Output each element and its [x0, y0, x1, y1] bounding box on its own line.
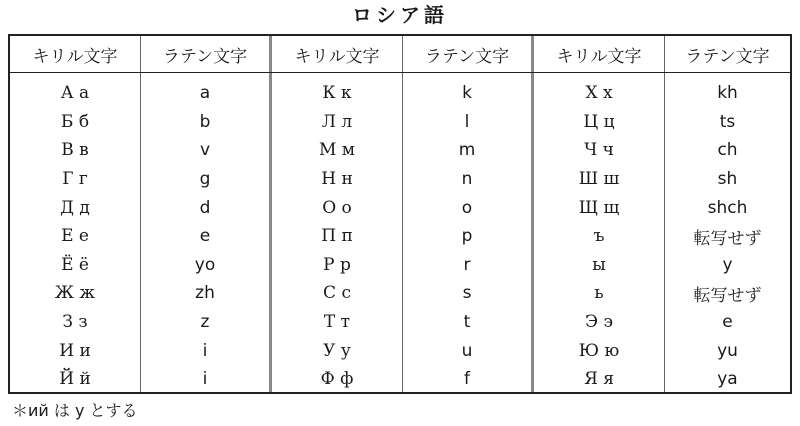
- table-cell: Н н: [321, 169, 353, 190]
- table-cell: ts: [719, 111, 736, 132]
- table-cell: shch: [707, 197, 748, 218]
- table-cell: a: [199, 83, 211, 104]
- table-cell: С с: [323, 283, 351, 304]
- table-body: [10, 73, 790, 392]
- header-latin-2: ラテン文字: [403, 36, 534, 72]
- table-cell: Ч ч: [584, 140, 614, 161]
- table-cell: О о: [322, 197, 352, 218]
- table-cell: Т т: [323, 312, 351, 333]
- table-cell: yu: [717, 340, 738, 361]
- table-cell: zh: [195, 283, 215, 304]
- column-latin-1: [141, 73, 272, 392]
- column-latin-3: [665, 73, 790, 392]
- table-cell: А а: [60, 83, 90, 104]
- table-cell: Ц ц: [583, 111, 615, 132]
- table-cell: r: [463, 254, 471, 275]
- page-title: ロシア語: [352, 3, 448, 27]
- column-cyrillic-3: [534, 73, 665, 392]
- table-cell: ъ: [593, 226, 605, 247]
- table-cell: Ж ж: [54, 283, 96, 304]
- header-cyrillic-2: キリル文字: [272, 36, 403, 72]
- table-cell: Д д: [60, 197, 90, 218]
- table-cell: ch: [717, 140, 738, 161]
- table-cell: Щ щ: [578, 197, 620, 218]
- table-cell: n: [461, 169, 473, 190]
- footnote: ＊ий は y とする: [12, 401, 138, 420]
- table-cell: ы: [592, 254, 606, 275]
- table-cell: Я я: [584, 369, 614, 390]
- table-cell: yo: [194, 254, 216, 275]
- table-cell: y: [722, 254, 733, 275]
- table-header-row: [10, 36, 790, 73]
- table-cell: Л л: [321, 111, 353, 132]
- table-cell: У у: [323, 340, 351, 361]
- table-cell: Ш ш: [578, 169, 620, 190]
- table-cell: Ф ф: [320, 369, 354, 390]
- table-cell: sh: [717, 169, 738, 190]
- table-cell: Р р: [323, 254, 351, 275]
- table-cell: kh: [717, 83, 738, 104]
- table-cell: t: [463, 312, 471, 333]
- table-cell: З з: [62, 312, 88, 333]
- column-latin-2: [403, 73, 534, 392]
- table-cell: Й й: [59, 369, 91, 390]
- table-cell: g: [199, 169, 211, 190]
- table-cell: z: [200, 312, 210, 333]
- table-cell: М м: [318, 140, 356, 161]
- header-cyrillic-1: キリル文字: [10, 36, 141, 72]
- table-cell: К к: [322, 83, 352, 104]
- table-cell: В в: [61, 140, 89, 161]
- header-cyrillic-3: キリル文字: [534, 36, 665, 72]
- table-cell: 転写せず: [693, 285, 762, 306]
- table-cell: 転写せず: [693, 228, 762, 249]
- table-cell: m: [458, 140, 476, 161]
- header-latin-1: ラテン文字: [141, 36, 272, 72]
- table-cell: v: [199, 140, 211, 161]
- table-cell: ya: [717, 369, 738, 390]
- table-cell: i: [202, 340, 208, 361]
- table-cell: s: [462, 283, 472, 304]
- table-cell: u: [461, 340, 473, 361]
- table-cell: e: [722, 312, 733, 333]
- table-cell: П п: [321, 226, 353, 247]
- table-cell: Ю ю: [578, 340, 620, 361]
- table-cell: И и: [59, 340, 91, 361]
- table-cell: d: [199, 197, 211, 218]
- table-cell: f: [464, 369, 470, 390]
- header-latin-3: ラテン文字: [685, 46, 770, 67]
- table-cell: Э э: [585, 312, 613, 333]
- table-cell: o: [461, 197, 473, 218]
- table-cell: e: [199, 226, 211, 247]
- table-cell: b: [199, 111, 211, 132]
- table-cell: Е е: [61, 226, 89, 247]
- table-cell: i: [202, 369, 208, 390]
- table-cell: Г г: [62, 169, 88, 190]
- table-cell: p: [461, 226, 473, 247]
- transliteration-table: [8, 34, 792, 394]
- column-cyrillic-1: [10, 73, 141, 392]
- table-cell: Б б: [60, 111, 90, 132]
- table-cell: Ё ё: [61, 254, 89, 275]
- table-cell: ь: [594, 283, 604, 304]
- column-cyrillic-2: [272, 73, 403, 392]
- table-cell: k: [462, 83, 472, 104]
- table-cell: Х х: [585, 83, 613, 104]
- table-cell: l: [464, 111, 470, 132]
